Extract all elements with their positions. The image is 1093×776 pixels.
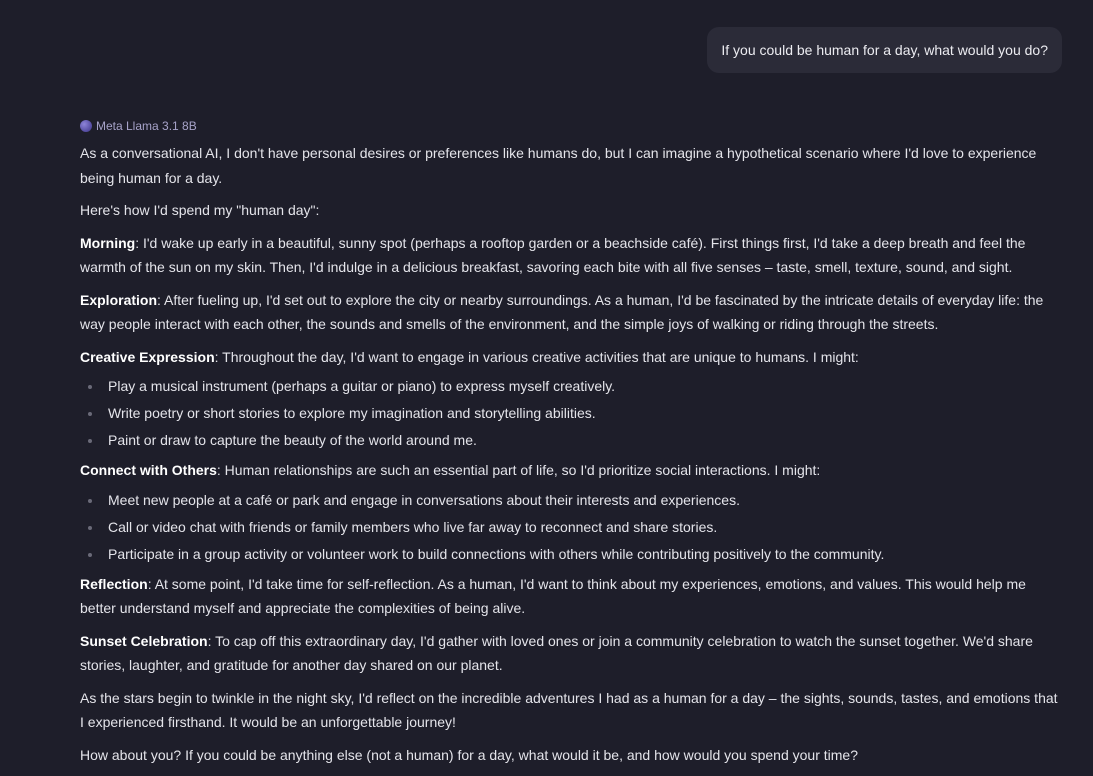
assistant-message	[80, 117, 1065, 775]
section-exploration	[80, 288, 1065, 337]
section-title: Creative Expression	[80, 348, 215, 365]
section-text: : Throughout the day, I'd want to engage in various creative activities that are unique to humans. I might:	[214, 348, 859, 365]
section-reflection	[80, 572, 1065, 621]
user-message-bubble	[707, 27, 1062, 73]
section-connect-with-others	[80, 458, 1065, 483]
section-title: Connect with Others	[80, 462, 217, 478]
list-item: Call or video chat with friends or family members who live far away to reconnect and share stories.	[80, 518, 1065, 537]
section-title: Sunset Celebration	[80, 632, 208, 649]
list-item: Paint or draw to capture the beauty of the world around me.	[80, 431, 1065, 450]
section-morning	[80, 231, 1065, 280]
list-item: Participate in a group activity or volunteer work to build connections with others while contributing positively to the community.	[80, 545, 1065, 564]
response-intro: As a conversational AI, I don't have personal desires or preferences like humans do, but I can imagine a hypothetical scenario where I'd love to experience being human for a day.	[80, 145, 1037, 186]
creative-list	[80, 377, 1065, 450]
user-message-text: If you could be human for a day, what would you do?	[721, 42, 1048, 58]
model-name: Meta Llama 3.1 8B	[96, 119, 197, 133]
response-question: How about you? If you could be anything else (not a human) for a day, what would it be, and how would you spend your time?	[80, 746, 858, 763]
response-closing: As the stars begin to twinkle in the night sky, I'd reflect on the incredible adventures I had as a human for a day – the sights, sounds, tastes, and emotions that I experienced firsthand. It would be an unforgettable journey!	[80, 689, 1058, 730]
section-text: : Human relationships are such an essential part of life, so I'd prioritize social interactions. I might:	[216, 462, 821, 478]
section-sunset-celebration	[80, 629, 1065, 678]
list-item: Write poetry or short stories to explore my imagination and storytelling abilities.	[80, 404, 1065, 423]
response-lead: Here's how I'd spend my "human day":	[80, 202, 320, 218]
llama-avatar-icon	[80, 120, 92, 132]
section-title: Reflection	[80, 575, 148, 592]
section-text: : To cap off this extraordinary day, I'd gather with loved ones or join a community celebration to watch the sunset together. We'd share stories, laughter, and gratitude for another day shared on our planet.	[80, 632, 1033, 673]
section-text: : I'd wake up early in a beautiful, sunny spot (perhaps a rooftop garden or a beachside café). First things first, I'd take a deep breath and feel the warmth of the sun on my skin. Then, I'd indulge in a delicious breakfast, savoring each bite with all five senses – taste, smell, texture, sound, and sight.	[80, 234, 1026, 275]
section-creative-expression	[80, 345, 1065, 370]
section-title: Morning	[80, 234, 136, 251]
assistant-message-body	[80, 141, 1065, 767]
section-text: : At some point, I'd take time for self-reflection. As a human, I'd want to think about my experiences, emotions, and values. This would help me better understand myself and appreciate the complexities of being alive.	[80, 575, 1026, 616]
section-title: Exploration	[80, 291, 158, 308]
model-header	[80, 117, 1065, 135]
list-item: Play a musical instrument (perhaps a guitar or piano) to express myself creatively.	[80, 377, 1065, 396]
connect-list	[80, 491, 1065, 564]
section-text: : After fueling up, I'd set out to explore the city or nearby surroundings. As a human, I'd be fascinated by the intricate details of everyday life: the way people interact with each other, the sounds and smells of the environment, and the simple joys of walking or riding through the streets.	[80, 291, 1044, 332]
list-item: Meet new people at a café or park and engage in conversations about their interests and experiences.	[80, 491, 1065, 510]
